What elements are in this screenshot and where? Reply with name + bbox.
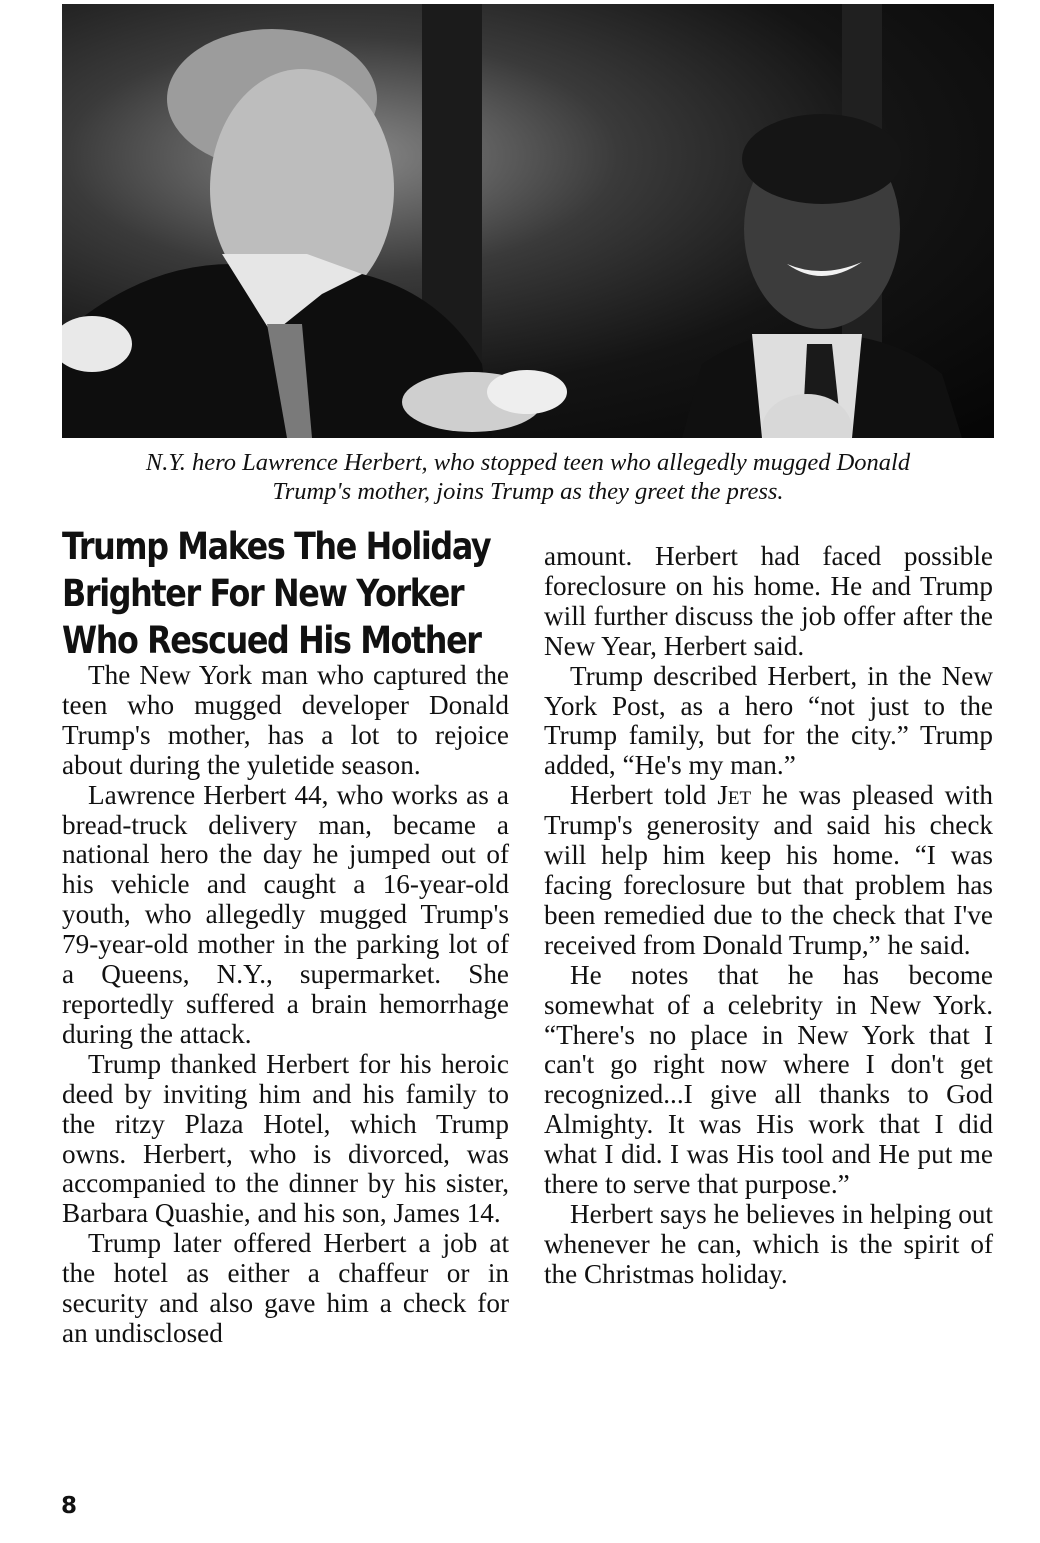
- body-column-left: [62, 661, 509, 1349]
- magazine-name: Jet: [717, 780, 752, 811]
- photo-two-men-icon: [62, 4, 994, 438]
- body-paragraph-continued: amount. Herbert had faced possible foreclosure on his home. He and Trump will further discuss the job offer after the New Year, Herbert said.: [544, 541, 993, 661]
- body-paragraph: He notes that he has become somewhat of a celebrity in New York. “There's no place in New York that I can't go right now where I don't get recognized...I give all thanks to God Almighty. It was His work that I did what I did. I was His tool and He put me there to serve that purpose.”: [544, 959, 993, 1200]
- body-paragraph: Trump thanked Herbert for his heroic deed by inviting him and his family to the ritzy Plaza Hotel, which Trump owns. Herbert, who is divorced, was accompanied to the dinner by his sister, Barbara Quashie, and his son, James 14.: [62, 1048, 509, 1229]
- body-paragraph: The New York man who captured the teen who mugged developer Donald Trump's mother, has a lot to rejoice about during the yuletide season.: [62, 660, 509, 780]
- headline-line-3: Who Rescued His Mother: [62, 619, 481, 662]
- article-photo: [62, 4, 994, 438]
- caption-line-1: N.Y. hero Lawrence Herbert, who stopped teen who allegedly mugged Donald: [145, 449, 911, 476]
- article-headline: [62, 523, 491, 664]
- body-paragraph: Trump described Herbert, in the New York Post, as a hero “not just to the Trump family, but for the city.” Trump added, “He's my man.”: [544, 660, 993, 781]
- body-paragraph: [544, 781, 993, 960]
- headline-line-1: Trump Makes The Holiday: [62, 525, 491, 568]
- photo-caption: [62, 448, 994, 506]
- body-text: he was pleased with Trump's generosity and said his check will help him keep his home. “I was facing foreclosure but that problem has been remedied due to the check that I've received from Donald Trump,” he said.: [544, 780, 993, 960]
- headline-line-2: Brighter For New Yorker: [62, 572, 464, 615]
- body-text: Herbert told: [570, 780, 718, 811]
- body-paragraph: Trump later offered Herbert a job at the hotel as either a chaffeur or in security and also gave him a check for an undisclosed: [62, 1228, 509, 1348]
- body-column-right: [544, 542, 993, 1290]
- body-paragraph: Lawrence Herbert 44, who works as a bread-truck delivery man, became a national hero the day he jumped out of his vehicle and caught a 16-year-old youth, who allegedly mugged Trump's 79-year-old mother in the parking lot of a Queens, N.Y., supermarket. She reportedly suffered a brain hemorrhage during the attack.: [62, 779, 509, 1049]
- caption-line-2: Trump's mother, joins Trump as they greet the press.: [272, 478, 784, 505]
- page-number: 8: [61, 1493, 78, 1519]
- body-paragraph: Herbert says he believes in helping out whenever he can, which is the spirit of the Christmas holiday.: [544, 1198, 993, 1289]
